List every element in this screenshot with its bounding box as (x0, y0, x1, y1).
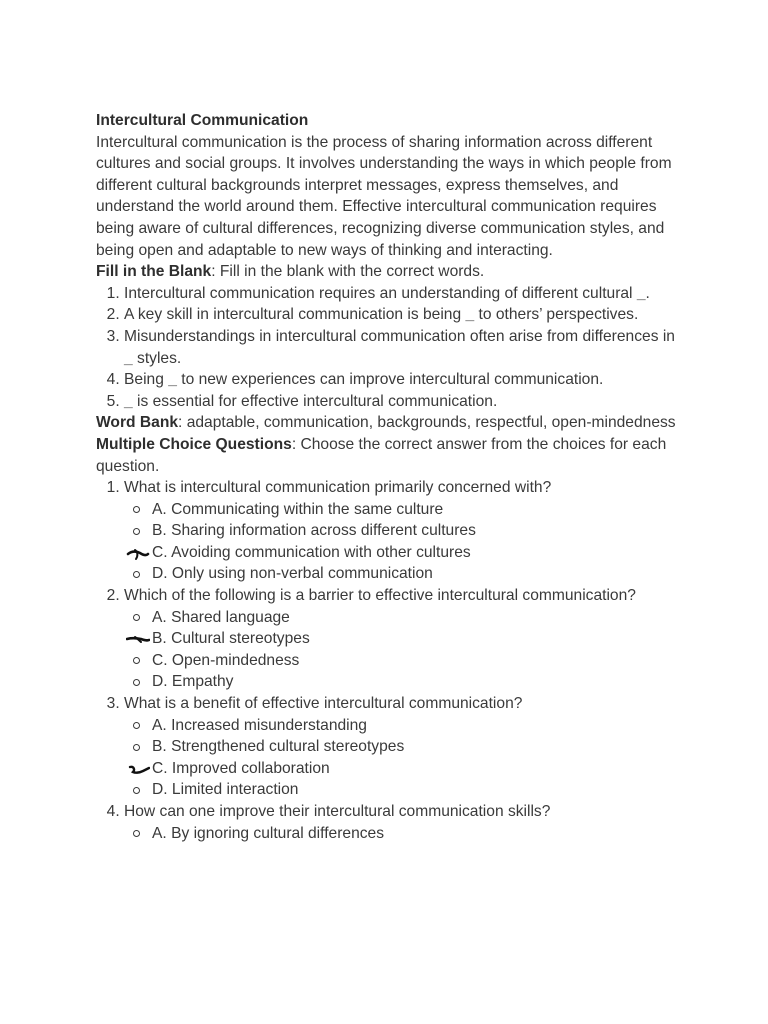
fill-blank-item: 4. Being _ to new experiences can improve intercultural communication. (124, 369, 686, 391)
word-bank-words: : adaptable, communication, backgrounds, respectful, open-mindedness (178, 414, 676, 432)
option: B. Strengthened cultural stereotypes (152, 736, 686, 758)
option-marked: C. Avoiding communication with other cultures (152, 542, 686, 564)
option: C. Open-mindedness (152, 650, 686, 672)
blank: _ (168, 371, 177, 389)
option-marked: B. Cultural stereotypes (152, 628, 686, 650)
option: B. Sharing information across different cultures (152, 520, 686, 542)
option-list (124, 607, 686, 693)
blank: _ (465, 306, 475, 324)
mcq-question (124, 693, 686, 801)
pen-mark-icon (126, 763, 150, 777)
blank: _ (124, 392, 133, 410)
fill-blank-item: 5. _ is essential for effective intercultural communication. (124, 391, 686, 413)
option: A. By ignoring cultural differences (152, 823, 686, 845)
option-list (124, 499, 686, 585)
mcq-instruction: : Choose the correct answer from the choices for each question. (96, 435, 667, 475)
mcq-list (96, 477, 686, 844)
pen-mark-icon (126, 547, 150, 561)
option: D. Only using non-verbal communication (152, 563, 686, 585)
option: A. Communicating within the same culture (152, 499, 686, 521)
fill-blank-heading: Fill in the Blank (96, 263, 212, 281)
word-bank (96, 412, 686, 434)
document-body (96, 110, 686, 844)
fill-blank-item: 1. Intercultural communication requires an understanding of different cultural _. (124, 283, 686, 305)
question-text: Which of the following is a barrier to effective intercultural communication? (124, 587, 636, 605)
option: A. Shared language (152, 607, 686, 629)
fill-blank-item: 3. Misunderstandings in intercultural communication often arise from differences in _ styles. (124, 326, 686, 369)
mcq-heading: Multiple Choice Questions (96, 435, 292, 453)
fill-blank-list (96, 283, 686, 413)
blank: _ (636, 284, 646, 302)
question-text: What is a benefit of effective intercultural communication? (124, 695, 523, 713)
pen-mark-icon (126, 633, 150, 647)
option-marked: C. Improved collaboration (152, 758, 686, 780)
option: A. Increased misunderstanding (152, 715, 686, 737)
question-text: What is intercultural communication primarily concerned with? (124, 479, 552, 497)
option: D. Limited interaction (152, 779, 686, 801)
mcq-question (124, 585, 686, 693)
fill-blank-instruction: : Fill in the blank with the correct words. (211, 263, 485, 281)
word-bank-heading: Word Bank (96, 414, 179, 432)
fill-blank-item: 2. A key skill in intercultural communication is being _ to others’ perspectives. (124, 304, 686, 326)
mcq-question (124, 477, 686, 585)
blank: _ (124, 349, 133, 367)
option: D. Empathy (152, 671, 686, 693)
mcq-section-header (96, 434, 686, 477)
option-list (124, 715, 686, 801)
option-list (124, 823, 686, 845)
intro-paragraph: Intercultural communication is the process of sharing information across different cultures and social groups. It involves understanding the ways in which people from different cultural backgrounds interpret messages, express themselves, and understand the world around them. Effective intercultural communication requires being aware of cultural differences, recognizing diverse communication styles, and being open and adaptable to new ways of thinking and interacting. (96, 133, 672, 259)
question-text: How can one improve their intercultural communication skills? (124, 803, 551, 820)
mcq-question (124, 801, 686, 844)
fill-blank-section-header (96, 261, 686, 283)
doc-title: Intercultural Communication (96, 112, 309, 129)
